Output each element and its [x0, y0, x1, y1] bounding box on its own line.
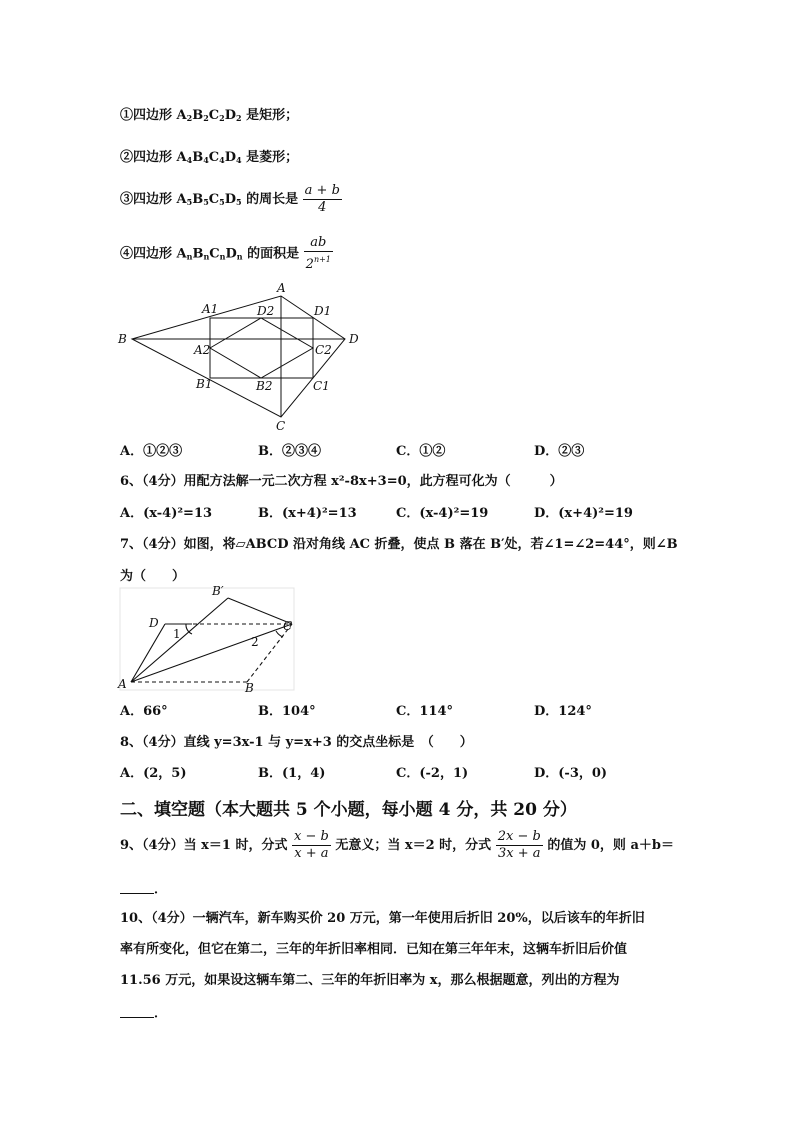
- q5-option-d[interactable]: D．②③: [534, 444, 585, 459]
- label-C: C: [283, 619, 293, 633]
- q7-option-a[interactable]: A．66°: [120, 704, 168, 719]
- statement-2: ②四边形 $A_4B_4C_4D_4$ 是菱形；: [120, 150, 299, 165]
- q8-option-d[interactable]: D．(-3，0): [534, 766, 608, 781]
- label-C2: C2: [315, 343, 332, 357]
- q9-stem: 9、（4分）当 x＝1 时，分式 $\frac{x - b}{x + a}$ 无意义；当 x＝2 时，分式 $\frac{2x - b}{3x + a}$ 的值为 0，则 a＋b＝: [120, 829, 674, 861]
- fraction-perimeter: $\frac{a + b}{4}$: [304, 183, 340, 215]
- label-D: D: [149, 616, 159, 630]
- label-A2: A2: [194, 343, 211, 357]
- q7-option-d[interactable]: D．124°: [534, 704, 592, 719]
- label-B1: B1: [196, 377, 213, 391]
- statement-3: ③四边形 $A_5B_5C_5D_5$ 的周长是 $\frac{a + b}{4}$: [120, 183, 340, 215]
- q6-option-c[interactable]: C．(x-4)²=19: [396, 506, 489, 521]
- label-C: C: [276, 419, 286, 433]
- segment-ac: [131, 624, 292, 682]
- label-C1: C1: [313, 379, 330, 393]
- q9-fraction-1: $\frac{x - b}{x + a}$: [293, 829, 329, 861]
- q6-option-a[interactable]: A．(x-4)²=13: [120, 506, 213, 521]
- q6-stem: 6、（4分）用配方法解一元二次方程 x²-8x+3=0，此方程可化为（ ）: [120, 474, 563, 489]
- label-B-prime: B′: [212, 584, 224, 598]
- figure-parallelogram-fold: [112, 582, 302, 692]
- q10-line-2: 率有所变化，但它在第二，三年的年折旧率相同．已知在第三年年末，这辆车折旧后价值: [120, 942, 628, 957]
- q7-stem-line2: 为（ ）: [120, 569, 186, 584]
- section-2-heading: 二、填空题（本大题共 5 个小题，每小题 4 分，共 20 分）: [120, 800, 577, 820]
- label-D: D: [349, 332, 359, 346]
- q9-answer-blank[interactable]: [120, 881, 154, 894]
- q6-option-d[interactable]: D．(x+4)²=19: [534, 506, 633, 521]
- label-D2: D2: [257, 304, 275, 318]
- q8-option-b[interactable]: B．(1，4): [258, 766, 326, 781]
- label-angle-2: 2: [251, 635, 259, 649]
- rhombus-a2b2c2d2: [210, 318, 313, 378]
- label-A: A: [118, 677, 127, 691]
- label-A: A: [277, 281, 286, 295]
- q10-answer-blank[interactable]: [120, 1005, 154, 1018]
- q10-answer-line: ．: [120, 1002, 167, 1021]
- statement-4: ④四边形 $A_nB_nC_nD_n$ 的面积是 $\frac{ab}{2^{n+1}}$: [120, 235, 331, 272]
- q10-line-3: 11.56 万元，如果设这辆车第二、三年的年折旧率为 x，那么根据题意，列出的方程为: [120, 973, 620, 988]
- q8-option-c[interactable]: C．(-2，1): [396, 766, 469, 781]
- q7-option-b[interactable]: B．104°: [258, 704, 316, 719]
- label-B: B: [118, 332, 127, 346]
- q9-answer-line: ．: [120, 878, 167, 897]
- q8-option-a[interactable]: A．(2，5): [120, 766, 187, 781]
- q6-option-b[interactable]: B．(x+4)²=13: [258, 506, 357, 521]
- q8-stem: 8、（4分）直线 y=3x-1 与 y=x+3 的交点坐标是 （ ）: [120, 735, 473, 750]
- figure-quadrilateral: [110, 280, 380, 440]
- q7-option-c[interactable]: C．114°: [396, 704, 453, 719]
- label-A1: A1: [202, 302, 219, 316]
- angle-arc-1: [186, 624, 192, 634]
- label-B2: B2: [256, 379, 273, 393]
- segment-ad: [131, 624, 165, 682]
- fraction-area: $\frac{ab}{2^{n+1}}$: [305, 235, 331, 272]
- label-angle-1: 1: [173, 627, 181, 641]
- q9-fraction-2: $\frac{2x - b}{3x + a}$: [497, 829, 541, 861]
- q5-option-c[interactable]: C．①②: [396, 444, 446, 459]
- label-D1: D1: [314, 304, 332, 318]
- angle-arc-2: [276, 631, 283, 637]
- q10-line-1: 10、（4分）一辆汽车，新车购买价 20 万元，第一年使用后折旧 20%，以后该车的年折旧: [120, 911, 645, 926]
- rectangle-a1b1c1d1: [210, 318, 313, 378]
- q7-stem-line1: 7、（4分）如图，将▱ABCD 沿对角线 AC 折叠，使点 B 落在 B′处，若∠1=∠2=44°，则∠B: [120, 537, 678, 552]
- label-B: B: [245, 681, 254, 692]
- q5-option-a[interactable]: A．①②③: [120, 444, 183, 459]
- statement-1: ①四边形 $A_2B_2C_2D_2$ 是矩形；: [120, 108, 299, 123]
- q5-option-b[interactable]: B．②③④: [258, 444, 322, 459]
